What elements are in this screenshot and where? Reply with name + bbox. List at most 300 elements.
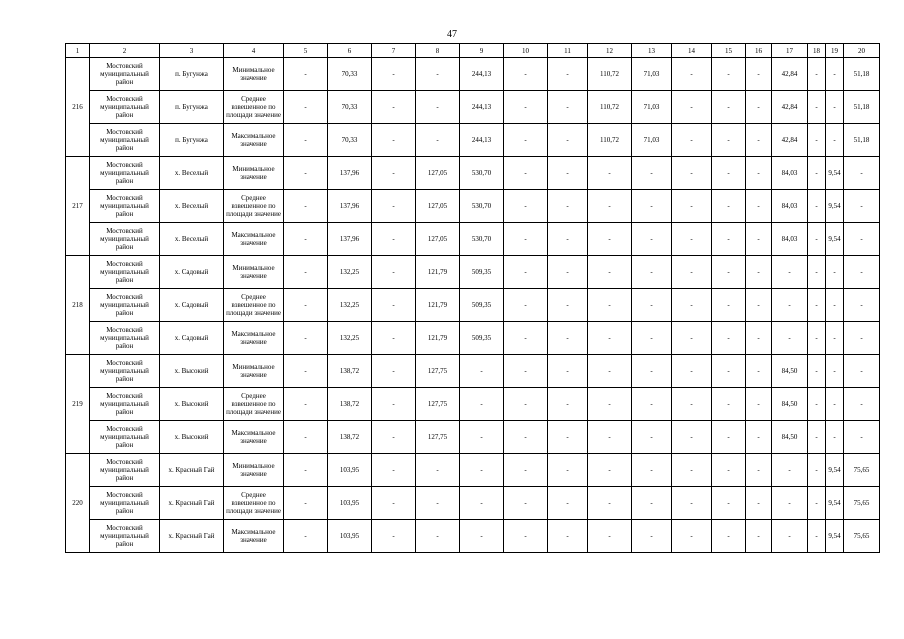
settlement-cell: п. Бугунжа xyxy=(160,91,224,124)
value-cell: - xyxy=(372,487,416,520)
column-number: 16 xyxy=(746,44,772,58)
value-cell: 84,50 xyxy=(772,388,808,421)
value-cell: - xyxy=(826,388,844,421)
settlement-cell: х. Красный Гай xyxy=(160,454,224,487)
column-number: 10 xyxy=(504,44,548,58)
value-cell: - xyxy=(372,322,416,355)
indicator-cell: Максимальное значение xyxy=(224,124,284,157)
value-cell: - xyxy=(548,124,588,157)
value-cell: - xyxy=(844,355,880,388)
value-cell: - xyxy=(504,487,548,520)
value-cell: - xyxy=(504,355,548,388)
value-cell: - xyxy=(284,124,328,157)
value-cell: 103,95 xyxy=(328,454,372,487)
value-cell: - xyxy=(826,58,844,91)
table-body xyxy=(66,44,880,553)
region-cell: Мостовский муниципальный район xyxy=(90,256,160,289)
value-cell: - xyxy=(416,520,460,553)
value-cell: - xyxy=(672,487,712,520)
value-cell: - xyxy=(844,190,880,223)
value-cell: - xyxy=(746,223,772,256)
value-cell: - xyxy=(844,256,880,289)
value-cell: - xyxy=(672,421,712,454)
value-cell: 137,96 xyxy=(328,223,372,256)
value-cell: - xyxy=(712,157,746,190)
column-number: 6 xyxy=(328,44,372,58)
column-number: 13 xyxy=(632,44,672,58)
value-cell: - xyxy=(284,91,328,124)
column-number: 8 xyxy=(416,44,460,58)
value-cell: 132,25 xyxy=(328,256,372,289)
value-cell: - xyxy=(284,388,328,421)
value-cell: - xyxy=(844,421,880,454)
value-cell: - xyxy=(588,355,632,388)
value-cell: - xyxy=(712,388,746,421)
column-number: 19 xyxy=(826,44,844,58)
value-cell: - xyxy=(746,91,772,124)
region-cell: Мостовский муниципальный район xyxy=(90,322,160,355)
region-cell: Мостовский муниципальный район xyxy=(90,58,160,91)
value-cell: - xyxy=(504,289,548,322)
value-cell: - xyxy=(372,256,416,289)
value-cell: - xyxy=(772,520,808,553)
column-number: 18 xyxy=(808,44,826,58)
indicator-cell: Среднее взвешенное по площади значение xyxy=(224,91,284,124)
column-number: 15 xyxy=(712,44,746,58)
value-cell: - xyxy=(548,256,588,289)
value-cell: - xyxy=(672,157,712,190)
value-cell: - xyxy=(372,454,416,487)
value-cell: - xyxy=(588,454,632,487)
value-cell: - xyxy=(672,355,712,388)
region-cell: Мостовский муниципальный район xyxy=(90,223,160,256)
value-cell: - xyxy=(548,421,588,454)
value-cell: - xyxy=(632,520,672,553)
value-cell: - xyxy=(808,322,826,355)
value-cell: - xyxy=(672,520,712,553)
value-cell: - xyxy=(808,520,826,553)
value-cell: - xyxy=(826,91,844,124)
value-cell: - xyxy=(284,157,328,190)
region-cell: Мостовский муниципальный район xyxy=(90,388,160,421)
value-cell: - xyxy=(504,322,548,355)
region-cell: Мостовский муниципальный район xyxy=(90,355,160,388)
value-cell: - xyxy=(746,454,772,487)
value-cell: - xyxy=(284,421,328,454)
value-cell: - xyxy=(632,487,672,520)
value-cell: 9,54 xyxy=(826,520,844,553)
value-cell: 51,18 xyxy=(844,58,880,91)
indicator-cell: Минимальное значение xyxy=(224,355,284,388)
value-cell: - xyxy=(504,190,548,223)
value-cell: - xyxy=(504,124,548,157)
value-cell: - xyxy=(588,289,632,322)
column-number: 11 xyxy=(548,44,588,58)
value-cell: - xyxy=(808,91,826,124)
value-cell: 244,13 xyxy=(460,124,504,157)
value-cell: 127,75 xyxy=(416,355,460,388)
data-table xyxy=(65,43,880,553)
region-cell: Мостовский муниципальный район xyxy=(90,91,160,124)
value-cell: - xyxy=(372,223,416,256)
value-cell: - xyxy=(772,454,808,487)
table-row xyxy=(66,454,880,487)
settlement-cell: х. Высокий xyxy=(160,355,224,388)
value-cell: - xyxy=(772,256,808,289)
indicator-cell: Среднее взвешенное по площади значение xyxy=(224,388,284,421)
value-cell: - xyxy=(672,190,712,223)
value-cell: - xyxy=(588,157,632,190)
value-cell: - xyxy=(284,289,328,322)
row-group-number: 220 xyxy=(66,454,90,553)
value-cell: - xyxy=(746,256,772,289)
column-number: 12 xyxy=(588,44,632,58)
value-cell: - xyxy=(416,91,460,124)
value-cell: - xyxy=(460,454,504,487)
value-cell: - xyxy=(372,91,416,124)
value-cell: - xyxy=(672,388,712,421)
value-cell: - xyxy=(808,124,826,157)
value-cell: - xyxy=(548,487,588,520)
settlement-cell: х. Высокий xyxy=(160,388,224,421)
value-cell: - xyxy=(372,388,416,421)
value-cell: - xyxy=(632,454,672,487)
value-cell: - xyxy=(808,355,826,388)
value-cell: 42,84 xyxy=(772,124,808,157)
value-cell: - xyxy=(712,124,746,157)
value-cell: 71,03 xyxy=(632,124,672,157)
settlement-cell: х. Веселый xyxy=(160,223,224,256)
value-cell: 121,79 xyxy=(416,256,460,289)
value-cell: - xyxy=(548,58,588,91)
page-number: 47 xyxy=(447,29,457,40)
value-cell: - xyxy=(284,223,328,256)
value-cell: - xyxy=(460,388,504,421)
value-cell: - xyxy=(712,520,746,553)
value-cell: 9,54 xyxy=(826,487,844,520)
settlement-cell: х. Садовый xyxy=(160,322,224,355)
value-cell: - xyxy=(826,256,844,289)
value-cell: 121,79 xyxy=(416,289,460,322)
value-cell: - xyxy=(504,421,548,454)
indicator-cell: Максимальное значение xyxy=(224,421,284,454)
value-cell: - xyxy=(504,223,548,256)
value-cell: - xyxy=(504,454,548,487)
value-cell: 71,03 xyxy=(632,91,672,124)
column-number: 14 xyxy=(672,44,712,58)
value-cell: - xyxy=(826,124,844,157)
value-cell: - xyxy=(672,289,712,322)
value-cell: - xyxy=(844,223,880,256)
value-cell: - xyxy=(632,289,672,322)
value-cell: - xyxy=(808,388,826,421)
indicator-cell: Среднее взвешенное по площади значение xyxy=(224,190,284,223)
value-cell: - xyxy=(588,322,632,355)
column-number: 20 xyxy=(844,44,880,58)
value-cell: - xyxy=(548,355,588,388)
region-cell: Мостовский муниципальный район xyxy=(90,520,160,553)
value-cell: 9,54 xyxy=(826,190,844,223)
table-row xyxy=(66,124,880,157)
value-cell: - xyxy=(460,487,504,520)
value-cell: 9,54 xyxy=(826,157,844,190)
settlement-cell: п. Бугунжа xyxy=(160,124,224,157)
value-cell: - xyxy=(826,289,844,322)
value-cell: - xyxy=(504,58,548,91)
value-cell: - xyxy=(712,223,746,256)
value-cell: 70,33 xyxy=(328,91,372,124)
value-cell: 110,72 xyxy=(588,124,632,157)
value-cell: 530,70 xyxy=(460,223,504,256)
value-cell: - xyxy=(632,157,672,190)
value-cell: 9,54 xyxy=(826,223,844,256)
column-number: 3 xyxy=(160,44,224,58)
value-cell: - xyxy=(808,58,826,91)
value-cell: - xyxy=(712,355,746,388)
value-cell: - xyxy=(284,58,328,91)
value-cell: - xyxy=(588,520,632,553)
value-cell: - xyxy=(548,322,588,355)
value-cell: - xyxy=(712,322,746,355)
column-number: 9 xyxy=(460,44,504,58)
table-row xyxy=(66,520,880,553)
value-cell: - xyxy=(746,289,772,322)
value-cell: - xyxy=(672,223,712,256)
value-cell: - xyxy=(712,256,746,289)
value-cell: - xyxy=(808,157,826,190)
column-number: 2 xyxy=(90,44,160,58)
value-cell: 127,05 xyxy=(416,223,460,256)
value-cell: 509,35 xyxy=(460,289,504,322)
value-cell: - xyxy=(746,355,772,388)
value-cell: - xyxy=(284,487,328,520)
value-cell: 84,50 xyxy=(772,421,808,454)
value-cell: - xyxy=(772,322,808,355)
value-cell: - xyxy=(712,487,746,520)
value-cell: - xyxy=(284,322,328,355)
value-cell: - xyxy=(672,256,712,289)
value-cell: - xyxy=(808,256,826,289)
value-cell: 244,13 xyxy=(460,91,504,124)
value-cell: - xyxy=(632,223,672,256)
value-cell: - xyxy=(632,190,672,223)
value-cell: 530,70 xyxy=(460,190,504,223)
indicator-cell: Максимальное значение xyxy=(224,520,284,553)
settlement-cell: х. Садовый xyxy=(160,289,224,322)
value-cell: 127,05 xyxy=(416,190,460,223)
value-cell: - xyxy=(504,256,548,289)
value-cell: - xyxy=(284,520,328,553)
table-row xyxy=(66,355,880,388)
value-cell: - xyxy=(588,421,632,454)
value-cell: - xyxy=(808,487,826,520)
table-row xyxy=(66,421,880,454)
value-cell: - xyxy=(808,454,826,487)
value-cell: - xyxy=(746,520,772,553)
table-row xyxy=(66,289,880,322)
value-cell: 244,13 xyxy=(460,58,504,91)
value-cell: - xyxy=(826,421,844,454)
value-cell: 9,54 xyxy=(826,454,844,487)
value-cell: 84,50 xyxy=(772,355,808,388)
indicator-cell: Минимальное значение xyxy=(224,454,284,487)
table-row xyxy=(66,91,880,124)
value-cell: - xyxy=(504,388,548,421)
value-cell: - xyxy=(460,421,504,454)
value-cell: - xyxy=(746,157,772,190)
value-cell: - xyxy=(372,157,416,190)
value-cell: 70,33 xyxy=(328,124,372,157)
table-row xyxy=(66,322,880,355)
indicator-cell: Среднее взвешенное по площади значение xyxy=(224,487,284,520)
value-cell: 84,03 xyxy=(772,223,808,256)
value-cell: - xyxy=(504,91,548,124)
column-number: 1 xyxy=(66,44,90,58)
value-cell: - xyxy=(548,157,588,190)
value-cell: - xyxy=(746,190,772,223)
row-group-number: 218 xyxy=(66,256,90,355)
value-cell: 509,35 xyxy=(460,256,504,289)
value-cell: 127,05 xyxy=(416,157,460,190)
value-cell: - xyxy=(372,421,416,454)
table-row xyxy=(66,223,880,256)
value-cell: 84,03 xyxy=(772,190,808,223)
value-cell: 51,18 xyxy=(844,124,880,157)
value-cell: - xyxy=(588,223,632,256)
value-cell: - xyxy=(632,388,672,421)
value-cell: - xyxy=(548,91,588,124)
value-cell: - xyxy=(672,454,712,487)
value-cell: 530,70 xyxy=(460,157,504,190)
indicator-cell: Минимальное значение xyxy=(224,58,284,91)
row-group-number: 217 xyxy=(66,157,90,256)
value-cell: - xyxy=(588,256,632,289)
value-cell: 137,96 xyxy=(328,190,372,223)
column-number: 4 xyxy=(224,44,284,58)
indicator-cell: Среднее взвешенное по площади значение xyxy=(224,289,284,322)
value-cell: 103,95 xyxy=(328,487,372,520)
value-cell: - xyxy=(712,91,746,124)
value-cell: - xyxy=(672,322,712,355)
value-cell: - xyxy=(712,58,746,91)
value-cell: - xyxy=(372,520,416,553)
value-cell: 127,75 xyxy=(416,388,460,421)
value-cell: - xyxy=(284,454,328,487)
table-row xyxy=(66,487,880,520)
settlement-cell: х. Красный Гай xyxy=(160,520,224,553)
value-cell: - xyxy=(588,190,632,223)
value-cell: - xyxy=(672,58,712,91)
value-cell: - xyxy=(844,388,880,421)
value-cell: 84,03 xyxy=(772,157,808,190)
value-cell: - xyxy=(772,487,808,520)
settlement-cell: п. Бугунжа xyxy=(160,58,224,91)
value-cell: - xyxy=(284,256,328,289)
value-cell: 509,35 xyxy=(460,322,504,355)
settlement-cell: х. Красный Гай xyxy=(160,487,224,520)
value-cell: - xyxy=(672,124,712,157)
value-cell: 137,96 xyxy=(328,157,372,190)
value-cell: - xyxy=(808,289,826,322)
value-cell: 138,72 xyxy=(328,421,372,454)
settlement-cell: х. Высокий xyxy=(160,421,224,454)
value-cell: 51,18 xyxy=(844,91,880,124)
value-cell: - xyxy=(712,454,746,487)
value-cell: - xyxy=(416,454,460,487)
region-cell: Мостовский муниципальный район xyxy=(90,421,160,454)
value-cell: 132,25 xyxy=(328,289,372,322)
value-cell: - xyxy=(746,388,772,421)
value-cell: - xyxy=(632,421,672,454)
value-cell: 121,79 xyxy=(416,322,460,355)
value-cell: - xyxy=(712,190,746,223)
row-group-number: 216 xyxy=(66,58,90,157)
value-cell: - xyxy=(844,322,880,355)
value-cell: - xyxy=(632,355,672,388)
value-cell: - xyxy=(284,190,328,223)
value-cell: 70,33 xyxy=(328,58,372,91)
value-cell: 127,75 xyxy=(416,421,460,454)
value-cell: - xyxy=(632,322,672,355)
value-cell: 42,84 xyxy=(772,58,808,91)
value-cell: - xyxy=(548,289,588,322)
value-cell: 138,72 xyxy=(328,388,372,421)
region-cell: Мостовский муниципальный район xyxy=(90,454,160,487)
value-cell: - xyxy=(746,421,772,454)
table-row xyxy=(66,58,880,91)
value-cell: - xyxy=(548,223,588,256)
value-cell: - xyxy=(460,520,504,553)
value-cell: - xyxy=(808,223,826,256)
value-cell: - xyxy=(808,190,826,223)
value-cell: 110,72 xyxy=(588,58,632,91)
value-cell: - xyxy=(416,58,460,91)
value-cell: - xyxy=(548,454,588,487)
value-cell: - xyxy=(826,355,844,388)
value-cell: 75,65 xyxy=(844,520,880,553)
value-cell: - xyxy=(504,520,548,553)
region-cell: Мостовский муниципальный район xyxy=(90,157,160,190)
column-number-row xyxy=(66,44,880,58)
column-number: 17 xyxy=(772,44,808,58)
region-cell: Мостовский муниципальный район xyxy=(90,124,160,157)
region-cell: Мостовский муниципальный район xyxy=(90,487,160,520)
value-cell: - xyxy=(588,487,632,520)
settlement-cell: х. Садовый xyxy=(160,256,224,289)
settlement-cell: х. Веселый xyxy=(160,157,224,190)
row-group-number: 219 xyxy=(66,355,90,454)
value-cell: - xyxy=(372,124,416,157)
value-cell: - xyxy=(372,190,416,223)
value-cell: - xyxy=(548,190,588,223)
value-cell: - xyxy=(284,355,328,388)
value-cell: 132,25 xyxy=(328,322,372,355)
value-cell: - xyxy=(826,322,844,355)
value-cell: - xyxy=(712,421,746,454)
table-row xyxy=(66,256,880,289)
value-cell: - xyxy=(746,124,772,157)
value-cell: - xyxy=(844,157,880,190)
value-cell: - xyxy=(632,256,672,289)
value-cell: - xyxy=(416,487,460,520)
table-row xyxy=(66,388,880,421)
value-cell: 110,72 xyxy=(588,91,632,124)
column-number: 5 xyxy=(284,44,328,58)
value-cell: - xyxy=(844,289,880,322)
value-cell: 42,84 xyxy=(772,91,808,124)
value-cell: - xyxy=(672,91,712,124)
value-cell: 138,72 xyxy=(328,355,372,388)
